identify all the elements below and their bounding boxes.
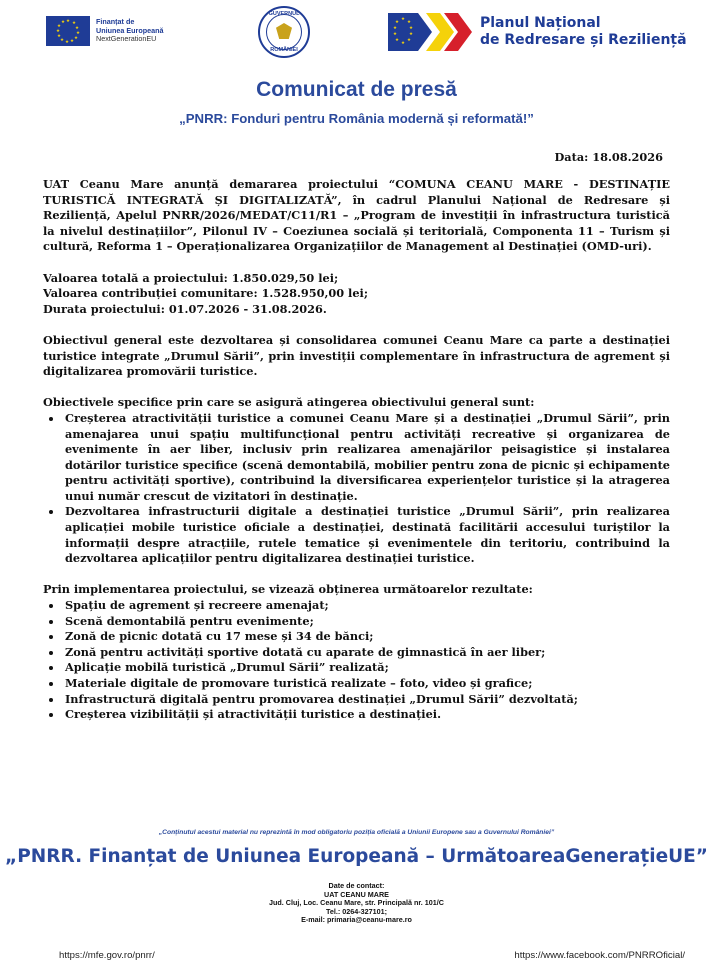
intro-paragraph: UAT Ceanu Mare anunță demararea proiectului “COMUNA CEANU MARE - DESTINAȚIE TURISTICĂ INTEGRATĂ ȘI DIGITALIZATĂ”, în cadrul Planului Național de Redresare și Reziliență, Apelul PNRR/2026/MEDAT/C11/R1 – „Program de investiții în infrastructura turistică la nivelul destinațiilor”, Pilonul IV – Coeziunea socială și teritorială, Componenta 11 – Turism și cultură, Reforma 1 – Operaționalizarea Organizațiilor de Management al Destinației (OMD-uri). [43, 177, 670, 254]
list-item: • Scenă demontabilă pentru evenimente; [63, 614, 670, 630]
facebook-link[interactable]: https://www.facebook.com/PNRROficial/ [514, 950, 685, 961]
svg-text:★: ★ [393, 26, 398, 31]
results-list [43, 598, 670, 723]
svg-text:★: ★ [409, 32, 414, 37]
contact-address: Jud. Cluj, Loc. Ceanu Mare, str. Principală nr. 101/C [269, 898, 444, 908]
list-item: • Materiale digitale de promovare turistică realizate – foto, video și grafice; [63, 676, 670, 692]
eu-logo-line2: Uniunea Europeană [96, 25, 164, 35]
svg-text:★: ★ [407, 20, 412, 25]
contact-phone: Tel.: 0264-327101; [326, 906, 387, 916]
list-item: • Creșterea vizibilității și atractivității turistice a destinației. [63, 707, 670, 723]
specific-objectives-list [43, 411, 670, 567]
romanian-government-seal [258, 6, 310, 58]
results-intro: Prin implementarea proiectului, se vizează obținerea următoarelor rezultate: [43, 582, 533, 597]
pnrr-logo-line2: de Redresare și Reziliență [480, 32, 687, 48]
contact-block [0, 882, 713, 925]
list-item: • Zonă de picnic dotată cu 17 mese și 34 de bănci; [63, 629, 670, 645]
disclaimer: „Conținutul acestui material nu reprezintă în mod obligatoriu poziția oficială a Uniunii Europene sau a Guvernului României” [158, 829, 555, 836]
contact-email[interactable]: E-mail: primaria@ceanu-mare.ro [301, 915, 412, 925]
svg-text:★: ★ [395, 20, 400, 25]
press-release-body [43, 177, 670, 723]
page-subtitle: „PNRR: Fonduri pentru România modernă și reformată!” [179, 111, 534, 126]
pnrr-logo-line1: Planul Național [480, 15, 601, 31]
total-value: Valoarea totală a proiectului: 1.850.029,50 lei; [43, 270, 339, 285]
project-values [43, 271, 670, 318]
list-item: • Zonă pentru activități sportive dotată cu aparate de gimnastică în aer liber; [63, 645, 670, 661]
gov-seal-top-text: GUVERNUL [268, 11, 300, 17]
eu-funding-logo [46, 16, 164, 46]
list-item: • Dezvoltarea infrastructurii digitale a destinației turistice „Drumul Sării”, prin realizarea aplicației mobile turistice oficiale a destinației, destinată facilitării accesului turiștilor la informații despre atracțiile, rutele tematice și evenimentele din teritoriu, contribuind la dezvoltarea aplicațiilor pentru digitalizarea destinației turistice. [63, 504, 670, 566]
eu-logo-line3: NextGenerationEU [96, 34, 157, 44]
list-item: • Spațiu de agrement și recreere amenajat; [63, 598, 670, 614]
svg-text:★: ★ [393, 32, 398, 37]
gov-seal-bottom-text: ROMÂNIEI [270, 47, 298, 53]
funding-slogan: „PNRR. Finanțat de Uniunea Europeană – UrmătoareaGenerațieUE” [5, 846, 708, 867]
general-objective: Obiectivul general este dezvoltarea și consolidarea comunei Ceanu Mare ca parte a destinației turistice integrate „Drumul Sării”, prin investiții complementare în infrastructura de agrement și digitalizarea promovării turistice. [43, 332, 670, 379]
list-item: • Creșterea atractivității turistice a comunei Ceanu Mare și a destinației „Drumul Sării”, prin amenajarea unui spațiu multifuncțional pentru activități recreative și organizarea de evenimente în aer liber, inclusiv prin realizarea amenajărilor peisagistice și instalarea dotărilor turistice specifice (scenă demontabilă, mobilier pentru zona de picnic și echipamente pentru activități sportive), contribuind la diversificarea experiențelor turistice și la atragerea unui număr crescut de vizitatori în destinație. [63, 411, 670, 505]
page-title: Comunicat de presă [256, 78, 457, 101]
svg-text:★: ★ [401, 17, 406, 22]
eu-logo-line1: Finanțat de [96, 17, 135, 27]
project-duration: Durata proiectului: 01.07.2026 - 31.08.2026. [43, 301, 327, 316]
svg-text:★: ★ [395, 38, 400, 43]
contact-org: UAT CEANU MARE [324, 889, 389, 899]
list-item: • Infrastructură digitală pentru promovarea destinației „Drumul Sării” dezvoltată; [63, 692, 670, 708]
pnrr-logo [388, 11, 687, 53]
specific-objectives-intro: Obiectivele specifice prin care se asigură atingerea obiectivului general sunt: [43, 395, 535, 410]
page-header [0, 0, 713, 70]
svg-text:★: ★ [407, 38, 412, 43]
eu-flag-icon: ★ ★ ★ ★ ★ ★ ★ ★ ★ ★ ★ ★ [46, 16, 90, 46]
pnrr-chevron-icon [388, 11, 474, 53]
mfe-link[interactable]: https://mfe.gov.ro/pnrr/ [59, 950, 155, 961]
svg-text:★: ★ [409, 26, 414, 31]
press-release-date: Data: 18.08.2026 [554, 150, 663, 164]
contact-heading: Date de contact: [328, 881, 385, 890]
svg-text:★: ★ [401, 41, 406, 46]
list-item: • Aplicație mobilă turistică „Drumul Sării” realizată; [63, 660, 670, 676]
community-contribution: Valoarea contribuției comunitare: 1.528.950,00 lei; [43, 286, 368, 301]
